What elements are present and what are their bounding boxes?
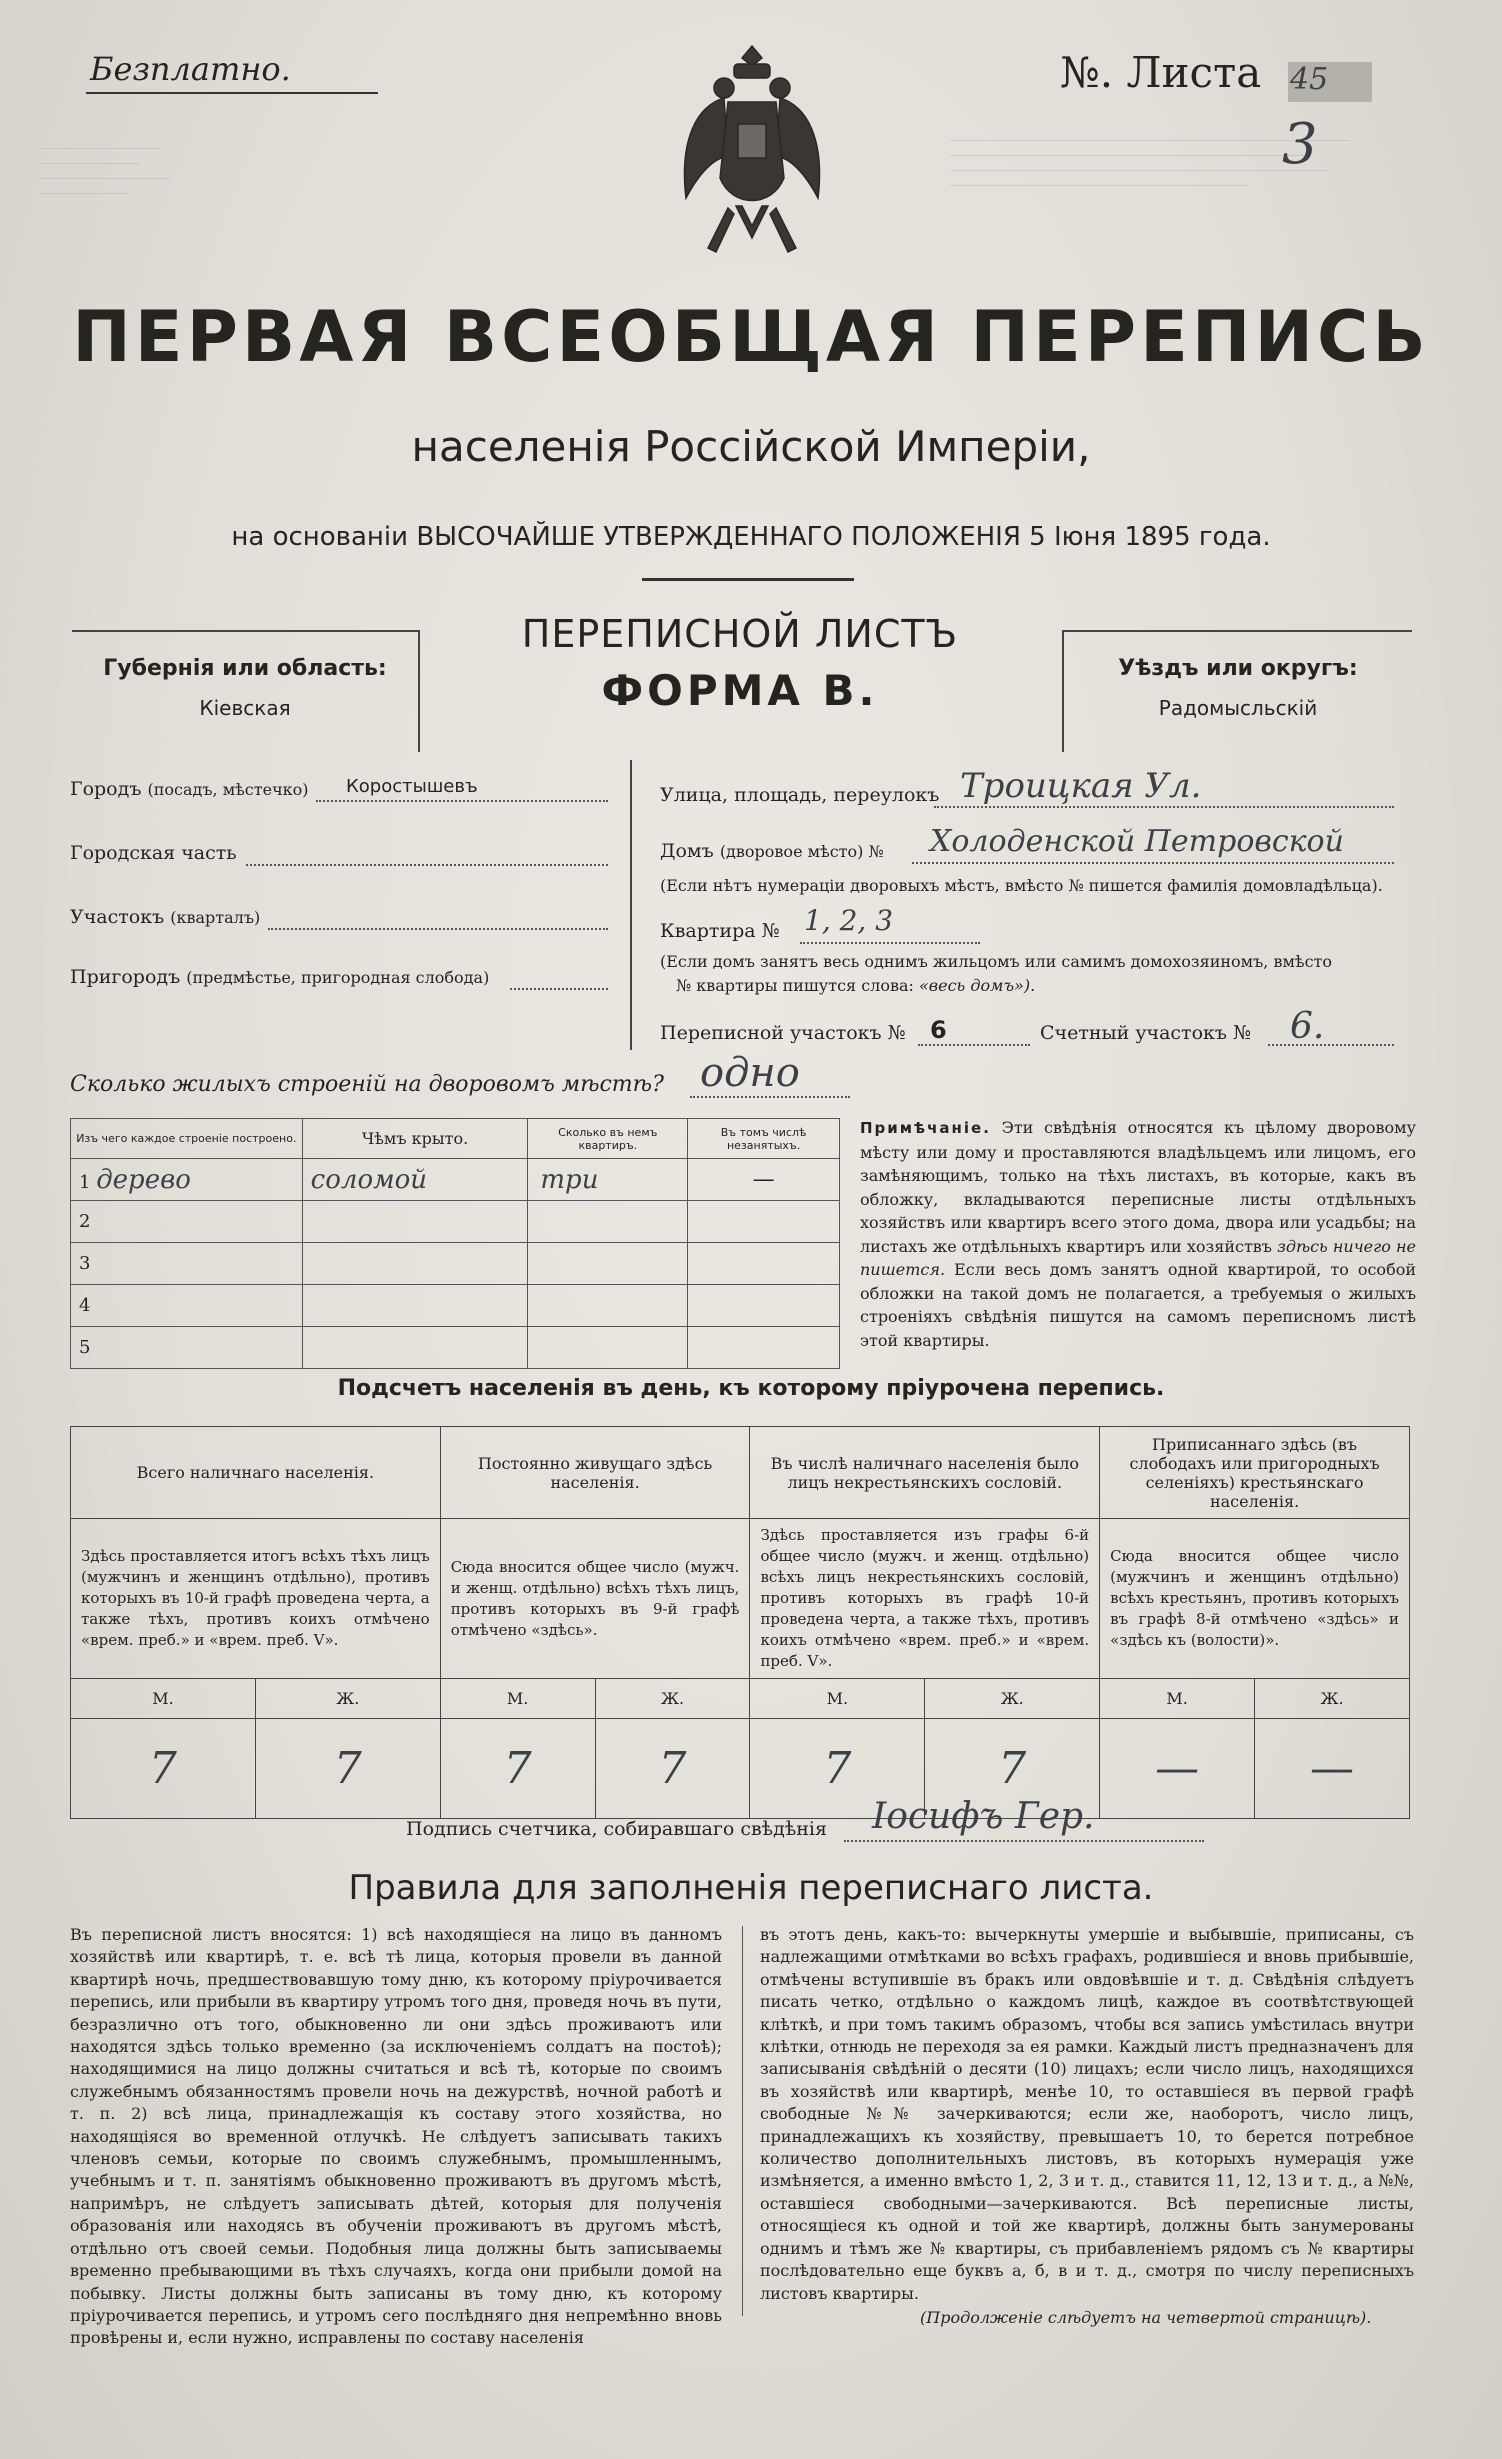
- signature-value[interactable]: Іосифъ Гер.: [872, 1796, 1095, 1837]
- peasant-male-label: М.: [1100, 1679, 1255, 1719]
- col-nonpeasant-head: Въ числѣ наличнаго населенія было лицъ некрестьянскихъ сословій.: [750, 1427, 1100, 1519]
- peasant-female-label: Ж.: [1255, 1679, 1410, 1719]
- bleed-through-left: [40, 140, 180, 208]
- material-cell[interactable]: [71, 1243, 303, 1285]
- material-cell[interactable]: [71, 1201, 303, 1243]
- col-permanent-desc: Сюда вносится общее число (мужч. и женщ. отдѣльно) всѣхъ тѣхъ лицъ, противъ которыхъ въ 9-й графѣ отмѣчено «здѣсь».: [440, 1519, 750, 1679]
- title-divider: [642, 578, 854, 581]
- buildings-answer[interactable]: одно: [700, 1050, 800, 1096]
- total-male-label: М.: [71, 1679, 256, 1719]
- street-label: Улица, площадь, переулокъ: [660, 784, 940, 806]
- population-heads: [71, 1427, 1410, 1519]
- house-field-line: [912, 862, 1394, 864]
- header-vacant: Въ томъ числѣ незанятыхъ.: [688, 1119, 840, 1159]
- roof-cell[interactable]: [302, 1243, 528, 1285]
- header-material: Изъ чего каждое строеніе построено.: [71, 1119, 303, 1159]
- address-divider: [630, 760, 632, 1050]
- census-area-field-line: [918, 1044, 1030, 1046]
- form-title: ПЕРЕПИСНОЙ ЛИСТЪ: [521, 612, 959, 656]
- material-cell[interactable]: [71, 1159, 303, 1201]
- rules-left-column: Въ переписной листъ вносятся: 1) всѣ находящіеся на лицо въ данномъ хозяйствѣ или квартирѣ, т. е. всѣ тѣ лица, которыя провели въ данной квартирѣ ночь, предшествовавшую тому дню, къ которому пріурочивается перепись, или прибыли въ квартиру утромъ того дня, проведя ночь въ пути, безразлично отъ того, обыкновенно ли они здѣсь проживаютъ или находятся здѣсь только временно (за исключеніемъ солдатъ на постоѣ); находящимися на лицо должны считаться и всѣ тѣ, которые по своимъ служебнымъ обязанностямъ провели ночь на дежурствѣ, ночной работѣ и т. п. 2) всѣ лица, принадлежащія къ составу этого хозяйства, но находящіяся во временной отлучкѣ. Не слѣдуетъ записывать такихъ членовъ семьи, которые по своимъ служебнымъ, промышленнымъ, учебнымъ и т. п. занятіямъ обыкновенно проживаютъ въ другомъ мѣстѣ, напримѣръ, не слѣдуетъ записывать дѣтей, которыя для полученія образованія или находясь въ обученіи проживаютъ въ другомъ мѣстѣ, отдѣльно отъ своей семьи. Подобныя лица должны быть записываемы временно пребывающими въ тѣхъ случаяхъ, когда они прибыли домой на побывку. Листы должны быть записаны въ тому дню, къ которому пріурочивается перепись, и утромъ сего послѣдняго дня непремѣнно вновь провѣрены и, если нужно, исправлены по составу населенія: [70, 1925, 722, 2348]
- roof-cell[interactable]: [302, 1201, 528, 1243]
- roof-cell[interactable]: [302, 1285, 528, 1327]
- material-cell[interactable]: [71, 1285, 303, 1327]
- house-hint: (Если нѣтъ нумераціи дворовыхъ мѣстъ, вмѣсто № пишется фамилія домовладѣльца).: [660, 876, 1383, 895]
- apartment-hint-2: № квартиры пишутся слова: «весь домъ»).: [676, 976, 1036, 995]
- table-row: [71, 1201, 840, 1243]
- note-paragraph: [860, 1116, 1416, 1352]
- city-part-field-line[interactable]: [246, 864, 608, 866]
- sheet-subnumber-value: 3: [1282, 112, 1318, 177]
- buildings-answer-line: [690, 1096, 850, 1098]
- count-area-value[interactable]: 6.: [1290, 1006, 1325, 1047]
- apartments-cell[interactable]: три: [528, 1159, 688, 1201]
- nonpeasant-female-value[interactable]: 7: [925, 1719, 1100, 1819]
- suburb-label: Пригородъ (предмѣстье, пригородная слобода): [70, 966, 490, 988]
- row-number: 2: [79, 1211, 91, 1232]
- material-value: дерево: [96, 1164, 191, 1195]
- roof-cell[interactable]: соломой: [302, 1159, 528, 1201]
- table-row: [71, 1285, 840, 1327]
- form-subtitle: ФОРМА В.: [601, 666, 879, 715]
- population-descriptions: [71, 1519, 1410, 1679]
- permanent-female-value[interactable]: 7: [595, 1719, 750, 1819]
- street-value[interactable]: Троицкая Ул.: [960, 766, 1202, 806]
- district-value: Радомысльскій: [1158, 696, 1318, 720]
- city-field-line: [316, 800, 608, 802]
- province-box: [72, 630, 420, 752]
- rules-right-column: въ этотъ день, какъ-то: вычеркнуты умершіе и выбывшіе, приписаны, съ надлежащими отмѣтками во всѣхъ графахъ, родившіеся и вновь прибывшіе, отмѣчены вступившіе въ бракъ или овдовѣвшіе и т. д. Свѣдѣнія слѣдуетъ писать четко, отдѣльно о каждомъ лицѣ, каждое въ соотвѣтствующей клѣткѣ, и при томъ такимъ образомъ, чтобы вся запись умѣстилась внутри клѣтки, отнюдь не переходя за ея рамки. Каждый листъ предназначенъ для записыванія свѣдѣній о десяти (10) лицахъ; если число лицъ, находящихся въ хозяйствѣ или квартирѣ, менѣе 10, то оставшіеся въ первой графѣ свободные №№ зачеркиваются; если же, наоборотъ, число лицъ, принадлежащихъ къ хозяйству, превышаетъ 10, то берется потребное количество дополнительныхъ листовъ, въ которыхъ нумерація уже измѣняется, а именно вмѣсто 1, 2, 3 и т. д., ставится 11, 12, 13 и т. д., а №№, оставшіеся свободными—зачеркиваются. Всѣ переписные листы, относящіеся къ одной и той же квартирѣ, должны быть занумерованы однимъ и тѣмъ же № квартиры, съ прибавленіемъ рядомъ съ № квартиры послѣдовательно еще буквъ а, б, в и т. д., смотря по числу переписныхъ листовъ квартиры.: [760, 1925, 1414, 2303]
- house-value[interactable]: Холоденской Петровской: [930, 824, 1344, 859]
- form-title-block: [420, 612, 1060, 715]
- suburb-field-line[interactable]: [510, 988, 608, 990]
- material-cell[interactable]: [71, 1327, 303, 1369]
- table-row: [71, 1159, 840, 1201]
- count-area-label: Счетный участокъ №: [1040, 1022, 1251, 1044]
- col-nonpeasant-desc: Здѣсь проставляется изъ графы 6-й общее число (мужч. и женщ. отдѣльно) всѣхъ лицъ некрестьянскихъ сословій, противъ которыхъ въ графѣ 10-й проведена черта, а также тѣхъ, противъ коихъ отмѣчено «врем. преб.» и «врем. преб. V».: [750, 1519, 1100, 1679]
- buildings-question: Сколько жилыхъ строеній на дворовомъ мѣстѣ?: [70, 1072, 664, 1097]
- apartments-cell[interactable]: [528, 1285, 688, 1327]
- count-area-field-line: [1268, 1044, 1394, 1046]
- page-subtitle: населенія Россійской Имперіи,: [411, 422, 1091, 471]
- permanent-male-value[interactable]: 7: [440, 1719, 595, 1819]
- apartment-label: Квартира №: [660, 920, 780, 942]
- header-roof: Чѣмъ крыто.: [302, 1119, 528, 1159]
- vacant-cell[interactable]: [688, 1327, 840, 1369]
- rules-divider: [742, 1926, 743, 2316]
- precinct-field-line[interactable]: [268, 928, 608, 930]
- legal-basis: на основаніи ВЫСОЧАЙШЕ УТВЕРЖДЕННАГО ПОЛОЖЕНІЯ 5 Іюня 1895 года.: [231, 522, 1271, 552]
- rules-continued: (Продолженіе слѣдуетъ на четвертой страницѣ).: [920, 2308, 1372, 2327]
- buildings-table: [70, 1118, 840, 1369]
- double-headed-eagle-emblem: [672, 38, 832, 288]
- total-male-value[interactable]: 7: [71, 1719, 256, 1819]
- nonpeasant-male-value[interactable]: 7: [750, 1719, 925, 1819]
- population-table: [70, 1426, 1410, 1819]
- city-part-label: Городская часть: [70, 842, 237, 864]
- nonpeasant-female-label: Ж.: [925, 1679, 1100, 1719]
- district-label: Уѣздъ или округъ:: [1118, 656, 1358, 681]
- col-peasant-desc: Сюда вносится общее число (мужчинъ и женщинъ отдѣльно) всѣхъ крестьянъ, противъ которыхъ въ графѣ 8-й отмѣчено «здѣсь» и «здѣсь къ (волости)».: [1100, 1519, 1410, 1679]
- population-title: Подсчетъ населенія въ день, къ которому пріурочена перепись.: [337, 1376, 1165, 1401]
- province-value: Кіевская: [199, 696, 291, 720]
- signature-label: Подпись счетчика, собиравшаго свѣдѣнія: [406, 1818, 827, 1840]
- col-peasant-head: Приписаннаго здѣсь (въ слободахъ или пригородныхъ селеніяхъ) крестьянскаго населенія.: [1100, 1427, 1410, 1519]
- signature-line: [844, 1840, 1204, 1842]
- note-body-italic: здѣсь ничего не пишется.: [860, 1236, 1416, 1279]
- nonpeasant-male-label: М.: [750, 1679, 925, 1719]
- district-box: [1062, 630, 1412, 752]
- population-gender-labels: [71, 1679, 1410, 1719]
- permanent-female-label: Ж.: [595, 1679, 750, 1719]
- row-number: 4: [79, 1295, 91, 1316]
- roof-cell[interactable]: [302, 1327, 528, 1369]
- note-body: Эти свѣдѣнія относятся къ цѣлому дворовому мѣсту или дому и проставляются владѣльцемъ или лицомъ, его замѣняющимъ, только на тѣхъ листахъ, въ которые, какъ въ обложку, вкладываются переписные листы отдѣльныхъ хозяйствъ или квартиръ всего этого дома, двора или усадьбы; на листахъ же отдѣльныхъ квартиръ или хозяйствъ: [860, 1118, 1417, 1256]
- vacant-cell[interactable]: [688, 1243, 840, 1285]
- note-body-2: Если весь домъ занятъ одной квартирой, то особой обложки на такой домъ не полагается, а требуемыя о жилыхъ строеніяхъ свѣдѣнія пишутся на самомъ переписномъ листѣ этой квартиры.: [860, 1260, 1416, 1350]
- peasant-female-value[interactable]: —: [1255, 1719, 1410, 1819]
- street-field-line: [934, 806, 1394, 808]
- apartments-cell[interactable]: [528, 1327, 688, 1369]
- precinct-label: Участокъ (кварталъ): [70, 906, 261, 928]
- vacant-cell[interactable]: [688, 1285, 840, 1327]
- apartment-value[interactable]: 1, 2, 3: [804, 904, 894, 937]
- vacant-cell[interactable]: [688, 1201, 840, 1243]
- peasant-male-value[interactable]: —: [1100, 1719, 1255, 1819]
- province-label: Губернія или область:: [103, 656, 387, 681]
- note-heading: Примѣчаніе.: [860, 1119, 991, 1137]
- col-total-desc: Здѣсь проставляется итогъ всѣхъ тѣхъ лицъ (мужчинъ и женщинъ отдѣльно), противъ которыхъ въ 10-й графѣ проведена черта, а также тѣхъ, противъ коихъ отмѣчено «врем. преб.» и «врем. преб. V».: [71, 1519, 441, 1679]
- sheet-number-value: 45: [1290, 62, 1329, 97]
- header-apartments: Сколько въ немъ квартиръ.: [528, 1119, 688, 1159]
- buildings-table-header: [71, 1119, 840, 1159]
- vacant-cell[interactable]: —: [688, 1159, 840, 1201]
- census-area-value[interactable]: 6: [930, 1016, 947, 1044]
- sheet-number-label: №. Листа: [1060, 48, 1262, 97]
- table-row: [71, 1243, 840, 1285]
- free-of-charge-label: Безплатно.: [90, 50, 291, 88]
- page-title: ПЕРВАЯ ВСЕОБЩАЯ ПЕРЕПИСЬ: [72, 296, 1430, 378]
- city-value[interactable]: Коростышевъ: [346, 776, 478, 797]
- apartment-hint-1: (Если домъ занятъ весь однимъ жильцомъ или самимъ домохозяиномъ, вмѣсто: [660, 952, 1333, 971]
- census-area-label: Переписной участокъ №: [660, 1022, 906, 1044]
- house-label: Домъ (дворовое мѣсто) №: [660, 840, 884, 862]
- row-number: 5: [79, 1337, 91, 1358]
- col-permanent-head: Постоянно живущаго здѣсь населенія.: [440, 1427, 750, 1519]
- population-values: [71, 1719, 1410, 1819]
- free-underline: [86, 92, 378, 94]
- row-number: 3: [79, 1253, 91, 1274]
- city-label: Городъ (посадъ, мѣстечко): [70, 778, 309, 800]
- col-total-head: Всего наличнаго населенія.: [71, 1427, 441, 1519]
- apartment-field-line: [800, 942, 980, 944]
- permanent-male-label: М.: [440, 1679, 595, 1719]
- total-female-label: Ж.: [255, 1679, 440, 1719]
- rules-title: Правила для заполненія переписнаго листа.: [348, 1868, 1154, 1908]
- row-number: 1: [79, 1171, 91, 1193]
- apartments-cell[interactable]: [528, 1243, 688, 1285]
- table-row: [71, 1327, 840, 1369]
- total-female-value[interactable]: 7: [255, 1719, 440, 1819]
- apartments-cell[interactable]: [528, 1201, 688, 1243]
